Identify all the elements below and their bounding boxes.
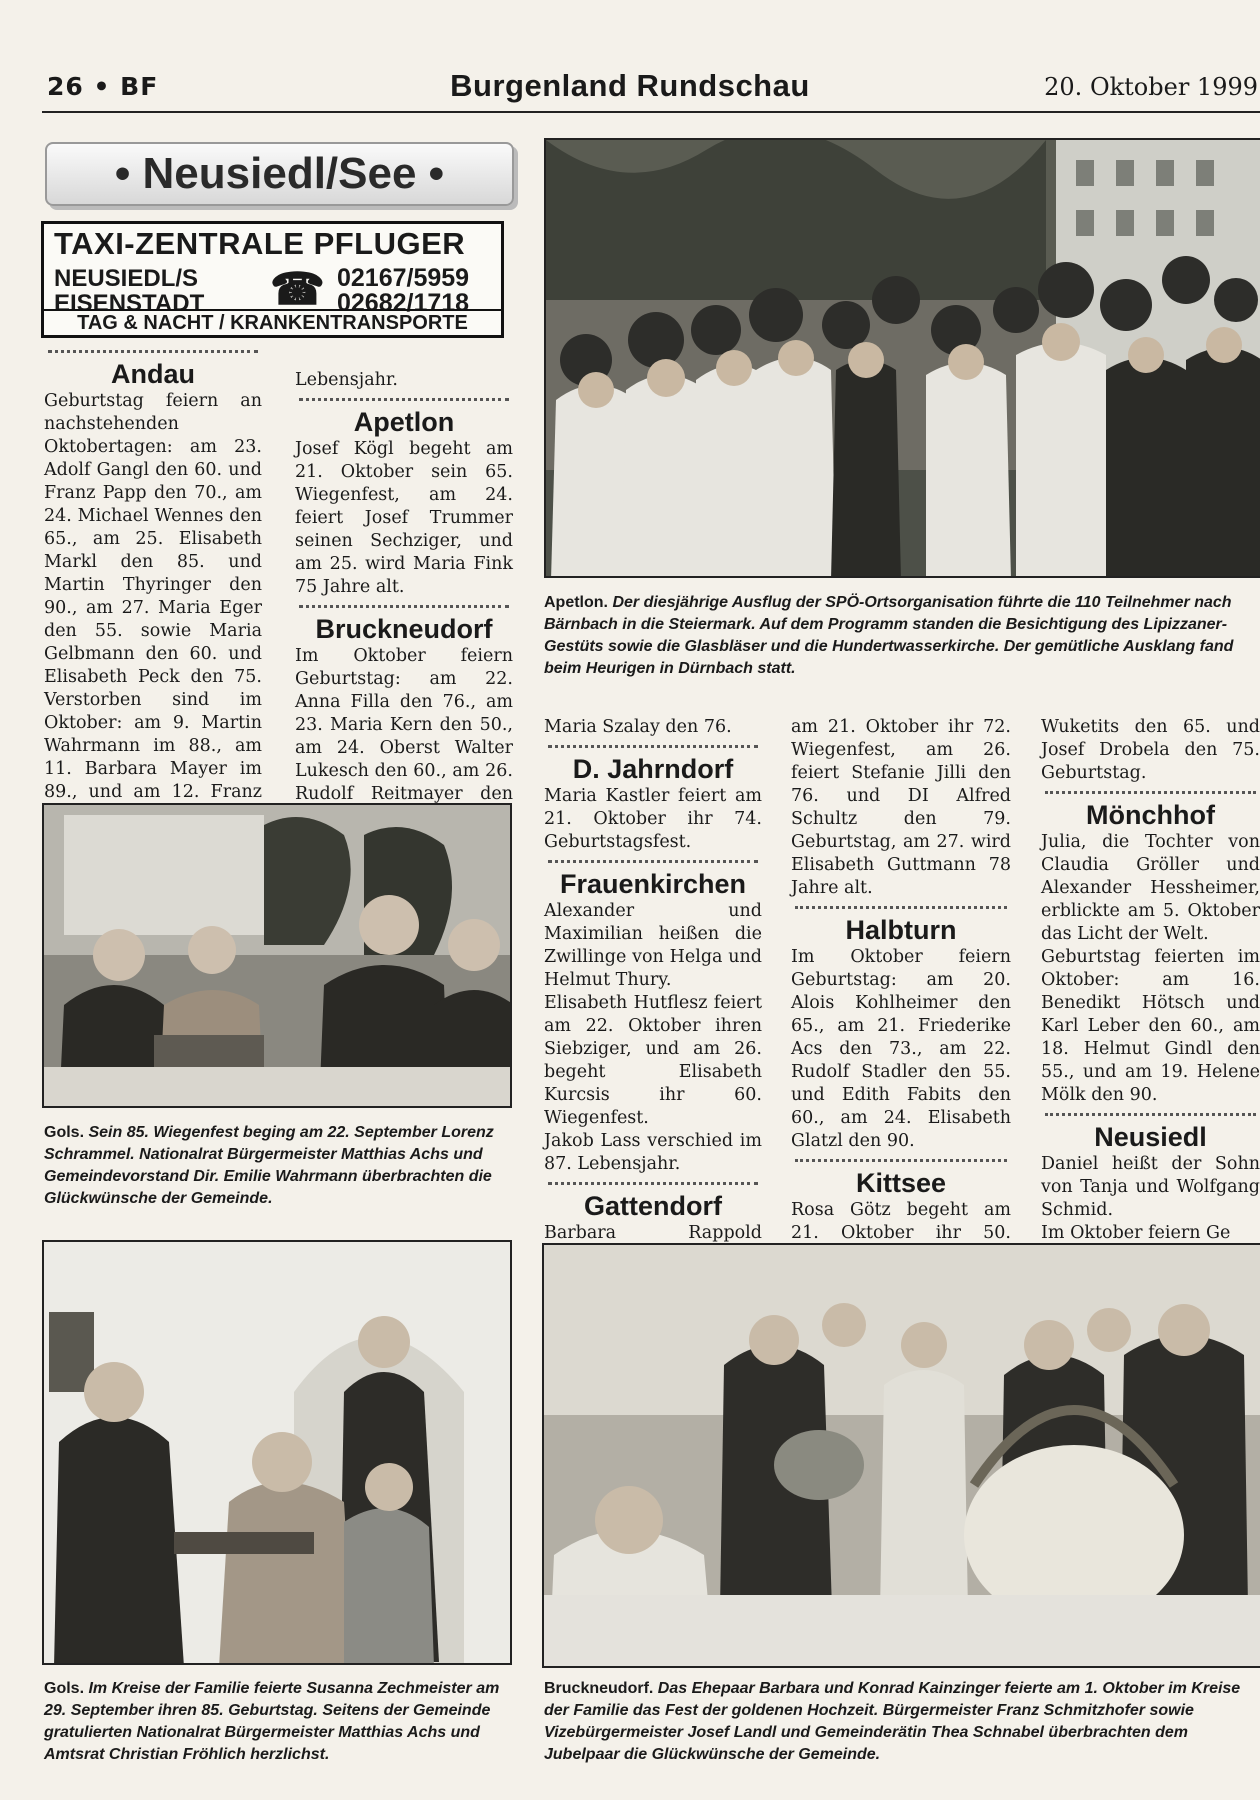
header-rule [42, 111, 1260, 113]
photo-gols-2-image [44, 1242, 512, 1665]
caption-bruckneudorf [544, 1678, 1260, 1766]
text-neusiedl-1: Daniel heißt der Sohn von Tanja und Wolfgang Schmid. [1041, 1154, 1260, 1220]
text-moenchhof-1: Julia, die Tochter von Claudia Gröller und Alexander Hessheimer, erblickte am 5. Oktober das Licht der Welt. [1041, 832, 1260, 944]
divider [1045, 1113, 1256, 1116]
heading-d-jahrndorf: D. Jahrndorf [572, 754, 734, 784]
caption-place: Bruckneudorf. [544, 1680, 654, 1697]
heading-frauenkirchen: Frauenkirchen [559, 869, 747, 899]
taxi-footer: TAG & NACHT / KRANKENTRANSPORTE [44, 309, 501, 335]
region-banner: • Neusiedl/See • [45, 142, 514, 206]
photo-apetlon-image [546, 140, 1260, 578]
text-frauenkirchen-2: Elisabeth Hutflesz feiert am 22. Oktober ihren Siebziger, und am 26. begeht Elisabeth Kurcsis ihr 60. Wiegenfest. [544, 993, 762, 1128]
telephone-icon: ☎ [270, 265, 325, 314]
text-frauenkirchen-3: Jakob Lass verschied im 87. Lebensjahr. [544, 1131, 762, 1174]
text-apetlon: Josef Kögl begeht am 21. Oktober sein 65. Wiegenfest, am 24. feiert Josef Trummer seinen Sechziger, und am 25. wird Maria Fink 75 Jahre alt. [295, 439, 513, 597]
caption-gols-2 [44, 1678, 512, 1766]
caption-text: Das Ehepaar Barbara und Konrad Kainzinger feierte am 1. Oktober im Kreise der Familie das Fest der goldenen Hochzeit. Bürgermeister Franz Schmitzhofer sowie Vizebürgermeister Josef Landl und Gemeinderätin Thea Schnabel überbrachten dem Jubelpaar die Glückwünsche der Gemeinde. [544, 1680, 1241, 1763]
caption-gols-1 [44, 1122, 512, 1210]
taxi-phone-1: 02167/5959 [337, 264, 470, 292]
photo-apetlon [544, 138, 1260, 578]
text-continued: Wuketits den 65. und Josef Drobela den 75. Geburtstag. [1041, 717, 1260, 783]
text-continued: Maria Szalay den 76. [544, 717, 732, 737]
heading-neusiedl: Neusiedl [1094, 1122, 1207, 1152]
text-moenchhof-2: Geburtstag feierten im Oktober: am 16. Benedikt Hötsch und Karl Leber den 60., am 18. Helmut Gindl den 55., und am 19. Helene Mölk den 90. [1041, 947, 1260, 1105]
caption-place: Gols. [44, 1124, 85, 1141]
column-5 [1041, 716, 1260, 1245]
text-frauenkirchen-1: Alexander und Maximilian heißen die Zwillinge von Helga und Helmut Thury. [544, 901, 762, 990]
text-d-jahrndorf: Maria Kastler feiert am 21. Oktober ihr 74. Geburtstagsfest. [544, 786, 762, 852]
taxi-town-2: EISENSTADT [54, 290, 205, 317]
divider [548, 1182, 758, 1185]
text-neusiedl-2: Im Oktober feiern Ge [1041, 1223, 1231, 1243]
caption-text: Im Kreise der Familie feierte Susanna Zechmeister am 29. September ihren 85. Geburtstag. Seitens der Gemeinde gratulierten Nationalrat Bürgermeister Matthias Achs und Amtsrat Christian Fröhlich herzlichst. [44, 1680, 500, 1763]
divider [548, 860, 758, 863]
divider [795, 906, 1007, 909]
column-1 [44, 350, 262, 827]
column-3 [544, 716, 762, 1268]
caption-apetlon [544, 592, 1260, 680]
column-2 [295, 369, 513, 829]
photo-gols-2 [42, 1240, 512, 1665]
text-kittsee: Rosa Götz begeht am 21. Oktober ihr 50. [791, 1200, 1011, 1243]
taxi-title: TAXI-ZENTRALE PFLUGER [54, 226, 466, 261]
text-continued: Lebensjahr. [295, 370, 398, 390]
text-halbturn: Im Oktober feiern Geburtstag: am 20. Alois Kohlheimer den 65., am 21. Friederike Acs den 73., am 22. Rudolf Stadler den 55. und Edith Fabits den 60., am 24. Elisabeth Glatzl den 90. [791, 947, 1011, 1151]
divider [299, 398, 509, 401]
heading-bruckneudorf: Bruckneudorf [315, 614, 493, 644]
divider [299, 605, 509, 608]
photo-bruckneudorf [542, 1243, 1260, 1668]
taxi-phone-2: 02682/1718 [337, 289, 470, 317]
column-4 [791, 716, 1011, 1291]
caption-text: Der diesjährige Ausflug der SPÖ-Ortsorganisation führte die 110 Teilnehmer nach Bärnbach in die Steiermark. Auf dem Programm standen die Besichtigung des Lipizzaner-Gestüts sowie die Glasbläser und die Hundertwasserkirche. Der gemütliche Ausklang fand beim Heurigen in Dürnbach statt. [544, 594, 1234, 677]
taxi-advertisement [41, 221, 504, 338]
text-continued: am 21. Oktober ihr 72. Wiegenfest, am 26. feiert Stefanie Jilli den 76. und DI Alfred Schultz den 79. Geburtstag, am 27. wird Elisabeth Guttmann 78 Jahre alt. [791, 717, 1011, 898]
caption-place: Apetlon. [544, 594, 608, 611]
heading-apetlon: Apetlon [353, 407, 455, 437]
caption-place: Gols. [44, 1680, 85, 1697]
divider [548, 745, 758, 748]
taxi-town-1: NEUSIEDL/S [54, 265, 199, 292]
photo-bruckneudorf-image [544, 1245, 1260, 1668]
heading-halbturn: Halbturn [845, 915, 957, 945]
divider [48, 350, 258, 353]
heading-gattendorf: Gattendorf [584, 1191, 722, 1221]
divider [795, 1159, 1007, 1162]
issue-date: 20. Oktober 1999 [1044, 73, 1258, 101]
heading-moenchhof: Mönchhof [1086, 800, 1215, 830]
photo-gols-1-image [44, 805, 512, 1108]
divider [1045, 791, 1256, 794]
heading-andau: Andau [111, 359, 195, 389]
page-number: 26 • BF [47, 72, 159, 101]
photo-gols-1 [42, 803, 512, 1108]
caption-text: Sein 85. Wiegenfest beging am 22. September Lorenz Schrammel. Nationalrat Bürgermeister Matthias Achs und Gemeindevorstand Dir. Emilie Wahrmann überbrachten die Glückwünsche der Gemeinde. [44, 1124, 494, 1207]
text-gattendorf: Barbara Rappold [544, 1223, 762, 1243]
text-andau: Geburtstag feiern an nachstehenden Oktobertagen: am 23. Adolf Gangl den 60. und Franz Papp den 70., am 24. Michael Wennes den 65., am 25. Elisabeth Markl den 85. und Martin Thyringer den 90., am 27. Maria Eger den 55. sowie Maria Gelbmann den 60. und Elisabeth Peck den 75. Verstorben sind im Oktober: am 9. Martin Wahrmann im 88., am 11. Barbara Mayer im 89., und am 12. Franz [44, 391, 262, 802]
newspaper-title: Burgenland Rundschau [450, 68, 810, 103]
text-bruckneudorf: Im Oktober feiern Geburtstag: am 22. Anna Filla den 76., am 23. Maria Kern den 50., am 24. Oberst Walter Lukesch den 60., am 26. Rudolf Reitmayer den [295, 646, 513, 804]
heading-kittsee: Kittsee [855, 1168, 947, 1198]
